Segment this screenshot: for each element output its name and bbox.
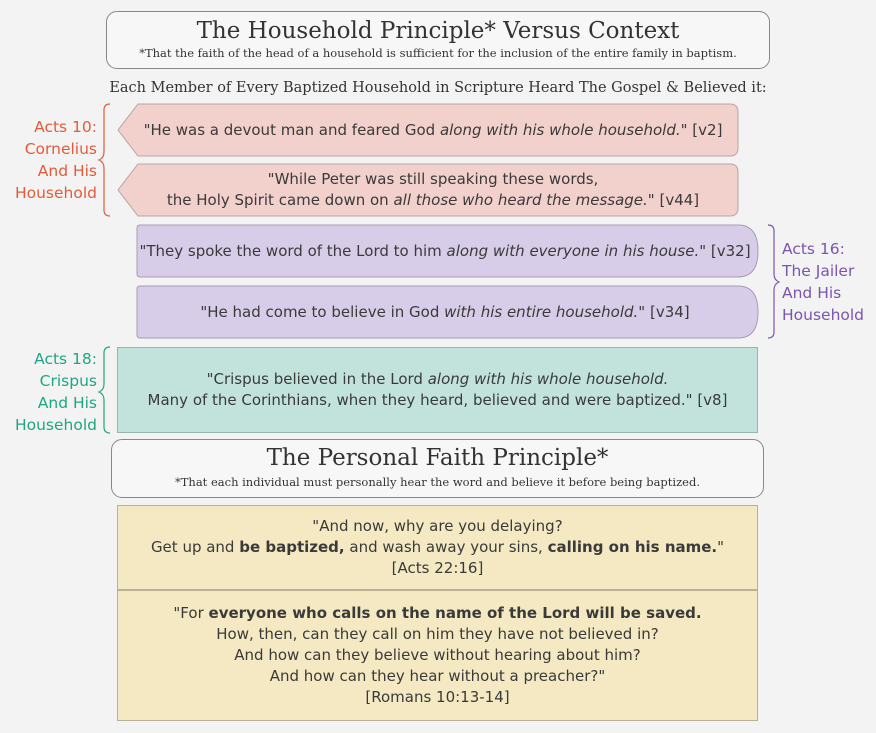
- jailer-label-line: Household: [782, 306, 865, 324]
- crispus-label-line: Crispus: [39, 372, 97, 390]
- personal-faith-box: [111, 439, 764, 498]
- quote-text: "And now, why are you delaying?: [312, 517, 563, 535]
- acts22-quote: [117, 505, 758, 590]
- quote-emphasis: with his entire household.: [444, 302, 639, 321]
- cornelius-label-line: Acts 10:: [34, 118, 97, 136]
- quote-text: ": [717, 538, 725, 556]
- quote-emphasis: be baptized,: [239, 538, 345, 556]
- quote-text: and wash away your sins,: [344, 538, 548, 556]
- jailer-label-line: Acts 16:: [782, 240, 845, 258]
- jailer-quote-1: [137, 225, 753, 277]
- personal-faith-title: The Personal Faith Principle*: [266, 445, 609, 471]
- quote-ref: " [v2]: [680, 120, 723, 139]
- crispus-quote: [117, 347, 758, 433]
- crispus-label-line: Household: [14, 416, 97, 434]
- quote-ref: " [v44]: [647, 191, 700, 209]
- crispus-brace: [99, 347, 110, 433]
- crispus-label-line: Acts 18:: [34, 350, 97, 368]
- quote-text: And how can they hear without a preacher?": [269, 667, 606, 685]
- household-principle-box: [106, 11, 770, 69]
- quote-text: "They spoke the word of the Lord to him: [139, 241, 447, 260]
- cornelius-brace: [99, 104, 110, 216]
- quote-text: How, then, can they call on him they have not believed in?: [216, 625, 659, 643]
- intro-text: Each Member of Every Baptized Household in Scripture Heard The Gospel & Believed it:: [109, 80, 767, 96]
- quote-ref: " [v34]: [638, 302, 690, 321]
- cornelius-label-line: Household: [14, 184, 97, 202]
- romans-quote: [117, 590, 758, 721]
- cornelius-label-line: And His: [37, 162, 97, 180]
- jailer-brace: [768, 225, 779, 338]
- quote-text: And how can they believe without hearing about him?: [234, 646, 641, 664]
- cornelius-quote-1: [128, 104, 738, 156]
- jailer-label: [782, 238, 874, 326]
- cornelius-label-line: Cornelius: [24, 140, 97, 158]
- quote-emphasis: along with his whole household.: [439, 120, 681, 139]
- jailer-quote-2: [137, 286, 753, 338]
- jailer-label-line: And His: [782, 284, 842, 302]
- jailer-label-line: The Jailer: [782, 262, 855, 280]
- quote-ref: [Acts 22:16]: [391, 559, 484, 577]
- quote-text: "He had come to believe in God: [200, 302, 445, 321]
- cornelius-quote-2: [128, 164, 738, 216]
- quote-emphasis: along with his whole household.: [427, 370, 669, 388]
- household-principle-title: The Household Principle* Versus Context: [196, 18, 680, 44]
- household-principle-subtitle: *That the faith of the head of a household is sufficient for the inclusion of the entire family in baptism.: [139, 46, 737, 60]
- quote-emphasis: along with everyone in his house.: [446, 241, 700, 260]
- quote-text: "Crispus believed in the Lord: [206, 370, 428, 388]
- quote-text: "While Peter was still speaking these words,: [267, 170, 599, 188]
- quote-emphasis: everyone who calls on the name of the Lord will be saved.: [208, 604, 702, 622]
- quote-emphasis: all those who heard the message.: [393, 191, 648, 209]
- quote-text: the Holy Spirit came down on: [166, 191, 394, 209]
- quote-emphasis: calling on his name.: [547, 538, 718, 556]
- quote-ref: [Romans 10:13-14]: [365, 688, 510, 706]
- personal-faith-subtitle: *That each individual must personally hear the word and believe it before being baptized.: [175, 475, 700, 489]
- crispus-label-line: And His: [37, 394, 97, 412]
- cornelius-label: [0, 116, 97, 204]
- quote-text: Many of the Corinthians, when they heard, believed and were baptized." [v8]: [147, 391, 728, 409]
- quote-text: Get up and: [150, 538, 240, 556]
- quote-text: "He was a devout man and feared God: [143, 120, 440, 139]
- crispus-label: [0, 348, 97, 436]
- quote-text: "For: [173, 604, 209, 622]
- quote-ref: " [v32]: [699, 241, 751, 260]
